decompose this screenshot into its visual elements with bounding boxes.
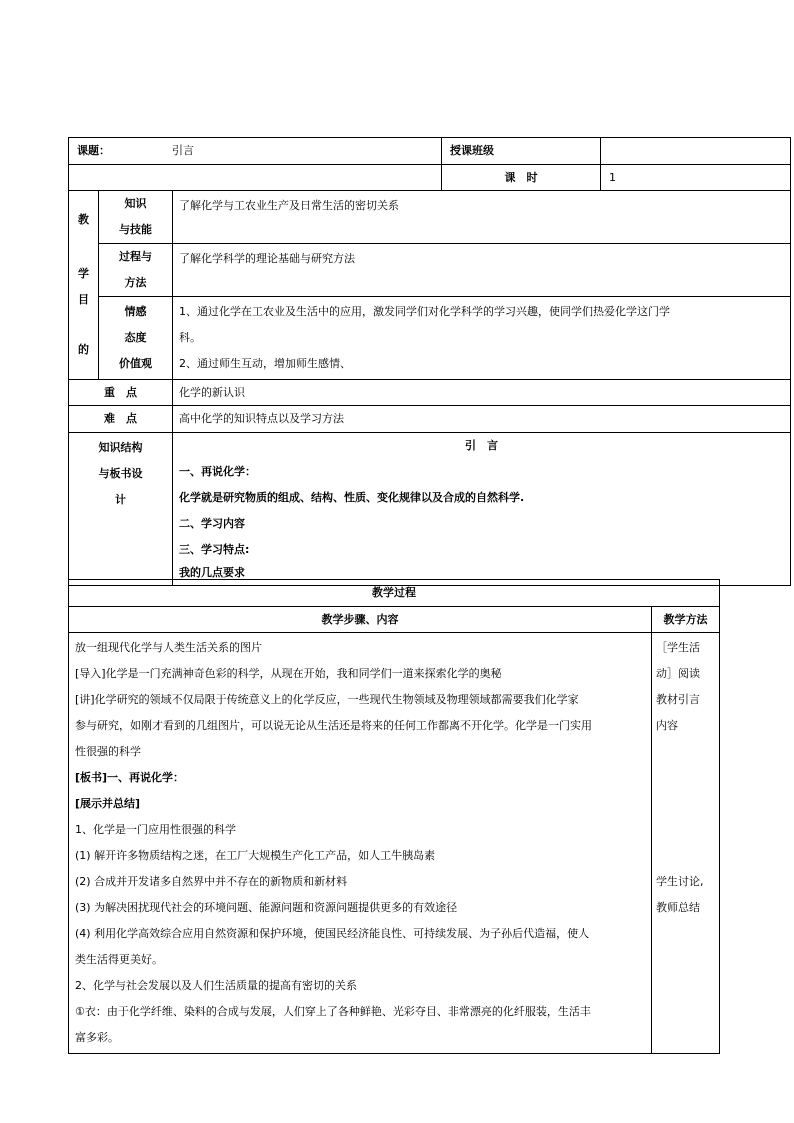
label-line: 计 xyxy=(115,493,126,506)
step-line: (2) 合成并开发诸多自然界中并不存在的新物质和新材料 xyxy=(75,875,348,888)
objective-label-process xyxy=(99,244,173,297)
step-line: (3) 为解决困扰现代社会的环境问题、能源问题和资源问题提供更多的有效途径 xyxy=(75,901,458,914)
difficulty-content: 高中化学的知识特点以及学习方法 xyxy=(173,406,791,433)
process-methods xyxy=(652,633,720,1054)
teaching-process-table xyxy=(68,579,720,1054)
label-line: 方法 xyxy=(124,276,147,289)
class-value xyxy=(601,138,791,165)
objective-content-process xyxy=(173,244,791,297)
method-line: 动］阅读 xyxy=(656,667,700,680)
board-content xyxy=(173,433,791,586)
content-line: 了解化学与工农业生产及日常生活的密切关系 xyxy=(179,199,399,212)
step-line: [板书]一、再说化学： xyxy=(75,771,185,784)
board-line: 我的几点要求 xyxy=(179,566,245,579)
board-line: 三、学习特点: xyxy=(179,543,250,556)
board-title: 引 言 xyxy=(465,439,498,452)
objective-label-emotion xyxy=(99,297,173,380)
step-line: 性很强的科学 xyxy=(75,745,141,758)
hours-label: 课 时 xyxy=(442,165,601,191)
label-line: 与技能 xyxy=(119,223,152,236)
step-line: [展示并总结] xyxy=(75,797,141,810)
step-line: 类生活得更美好。 xyxy=(75,953,163,966)
process-steps xyxy=(69,633,652,1054)
step-line: [讲]化学研究的领域不仅局限于传统意义上的化学反应，一些现代生物领域及物理领域都需要我们化学家 xyxy=(75,693,579,706)
method-line: 教材引言 xyxy=(656,693,700,706)
step-line: [导入]化学是一门充满神奇色彩的科学，从现在开始，我和同学们一道来探索化学的奥秘 xyxy=(75,667,502,680)
step-line: 参与研究，如刚才看到的几组图片，可以说无论从生活还是将来的任何工作都离不开化学。化学是一门实用 xyxy=(75,719,592,732)
process-col-steps: 教学步骤、内容 xyxy=(69,607,652,633)
label-line: 与板书设 xyxy=(98,467,143,480)
objective-label-knowledge xyxy=(99,191,173,244)
side-char: 的 xyxy=(78,343,89,356)
method-line: 教师总结 xyxy=(656,901,700,914)
key-point-content: 化学的新认识 xyxy=(173,380,791,406)
label-line: 态度 xyxy=(124,331,147,344)
label-line: 知识 xyxy=(124,197,147,210)
objective-content-knowledge xyxy=(173,191,791,244)
content-line: 了解化学科学的理论基础与研究方法 xyxy=(179,252,355,265)
board-label xyxy=(69,433,173,586)
blank-cell xyxy=(69,165,442,191)
method-line: 学生讨论, xyxy=(656,875,704,888)
content-line: 1、通过化学在工农业及生活中的应用，激发同学们对化学科学的学习兴趣，使同学们热爱化学这门学 xyxy=(179,305,670,318)
objectives-side-label xyxy=(69,191,99,380)
side-char: 教 xyxy=(78,213,89,226)
side-char: 目 xyxy=(78,293,89,306)
step-line: 富多彩。 xyxy=(75,1031,119,1044)
label-line: 价值观 xyxy=(119,357,152,370)
difficulty-label: 难 点 xyxy=(69,406,173,433)
label-line: 过程与 xyxy=(119,250,152,263)
board-line: 化学就是研究物质的组成、结构、性质、变化规律以及合成的自然科学. xyxy=(179,491,525,504)
lesson-plan-header-table xyxy=(68,137,791,586)
side-char: 学 xyxy=(78,267,89,280)
content-line: 2、通过师生互动，增加师生感情、 xyxy=(179,357,351,370)
hours-value: 1 xyxy=(601,165,791,191)
board-line: 二、学习内容 xyxy=(179,517,245,530)
step-line: (4) 利用化学高效综合应用自然资源和保护环境，使国民经济能良性、可持续发展、为子孙后代造福，使人 xyxy=(75,927,590,940)
content-line: 科。 xyxy=(179,331,201,344)
step-line: 1、化学是一门应用性很强的科学 xyxy=(75,823,236,836)
topic-value: 引言 xyxy=(172,144,194,158)
topic-label: 课题： xyxy=(77,144,110,158)
method-line: 内容 xyxy=(656,719,678,732)
class-label: 授课班级 xyxy=(442,138,601,165)
topic-cell xyxy=(69,138,442,165)
step-line: ①衣：由于化学纤维、染料的合成与发展，人们穿上了各种鲜艳、光彩夺目、非常漂亮的化纤服装，生活丰 xyxy=(75,1005,591,1018)
label-line: 情感 xyxy=(124,305,147,318)
step-line: 2、化学与社会发展以及人们生活质量的提高有密切的关系 xyxy=(75,979,357,992)
objective-content-emotion xyxy=(173,297,791,380)
process-col-method: 教学方法 xyxy=(652,607,720,633)
board-line: 一、再说化学： xyxy=(179,465,256,478)
method-line: ［学生活 xyxy=(656,641,700,654)
step-line: (1) 解开许多物质结构之迷，在工厂大规模生产化工产品，如人工牛胰岛素 xyxy=(75,849,436,862)
key-point-label: 重 点 xyxy=(69,380,173,406)
step-line: 放一组现代化学与人类生活关系的图片 xyxy=(75,641,262,654)
process-title: 教学过程 xyxy=(69,580,720,607)
label-line: 知识结构 xyxy=(98,441,143,454)
